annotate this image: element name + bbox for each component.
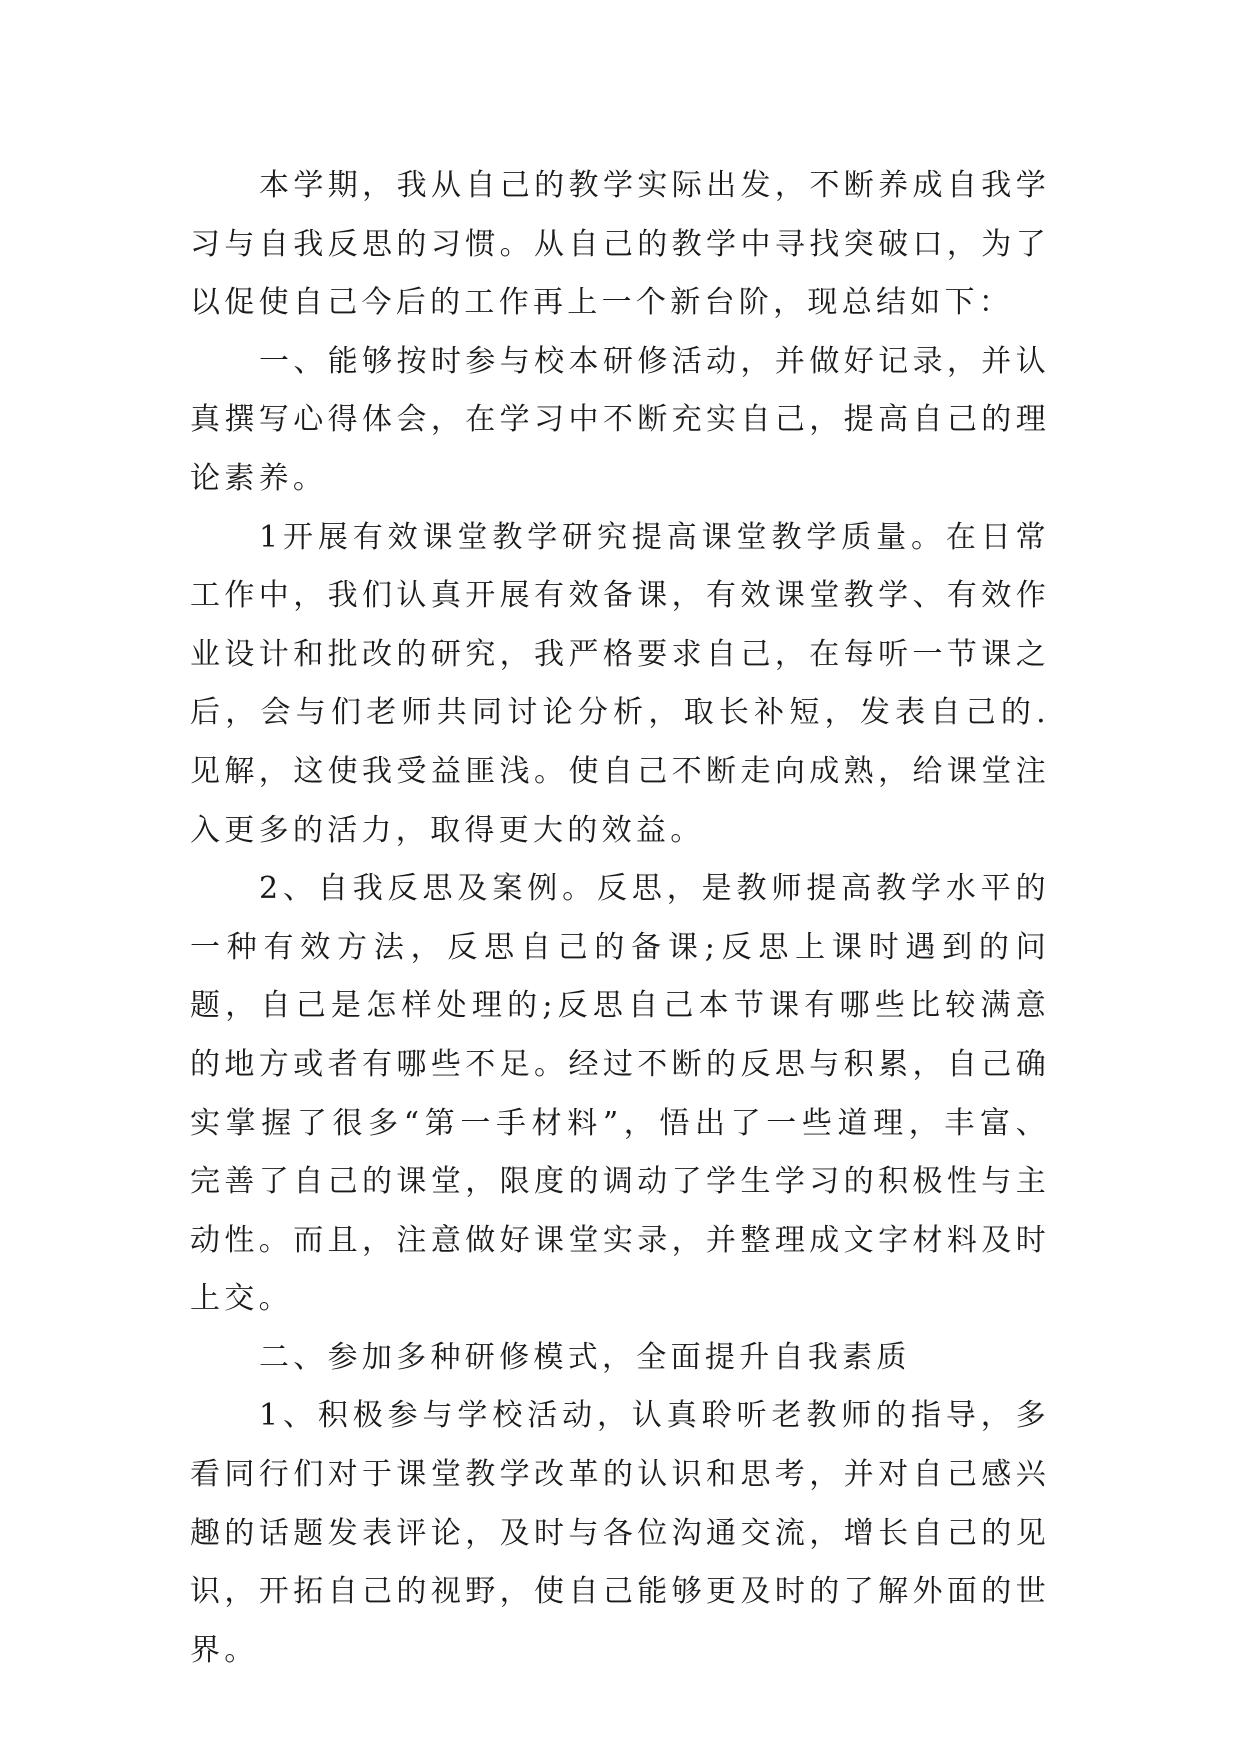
paragraph-item-1: 1开展有效课堂教学研究提高课堂教学质量。在日常工作中，我们认真开展有效备课，有效课堂教学、有效作业设计和批改的研究，我严格要求自己，在每听一节课之后，会与们老师共同讨论分析，取长补短，发表自己的.见解，这使我受益匪浅。使自己不断走向成熟，给课堂注入更多的活力，取得更大的效益。 bbox=[190, 519, 1050, 848]
paragraph-section-two-item-1: 1、积极参与学校活动，认真聆听老教师的指导，多看同行们对于课堂教学改革的认识和思考，并对自己感兴趣的话题发表评论，及时与各位沟通交流，增长自己的见识，开拓自己的视野，使自己能够更及时的了解外面的世界。 bbox=[190, 1398, 1050, 1668]
paragraph-intro: 本学期，我从自己的教学实际出发，不断养成自我学习与自我反思的习惯。从自己的教学中寻找突破口，为了以促使自己今后的工作再上一个新台阶，现总结如下： bbox=[190, 168, 1050, 321]
document-body bbox=[190, 157, 1050, 1680]
paragraph-section-two: 二、参加多种研修模式，全面提升自我素质 bbox=[259, 1339, 911, 1375]
paragraph-section-one: 一、能够按时参与校本研修活动，并做好记录，并认真撰写心得体会，在学习中不断充实自己，提高自己的理论素养。 bbox=[190, 343, 1050, 496]
paragraph-item-2: 2、自我反思及案例。反思，是教师提高教学水平的一种有效方法，反思自己的备课;反思上课时遇到的问题，自己是怎样处理的;反思自己本节课有哪些比较满意的地方或者有哪些不足。经过不断的反思与积累，自己确实掌握了很多“第一手材料”，悟出了一些道理，丰富、完善了自己的课堂，限度的调动了学生学习的积极性与主动性。而且，注意做好课堂实录，并整理成文字材料及时上交。 bbox=[190, 871, 1050, 1317]
